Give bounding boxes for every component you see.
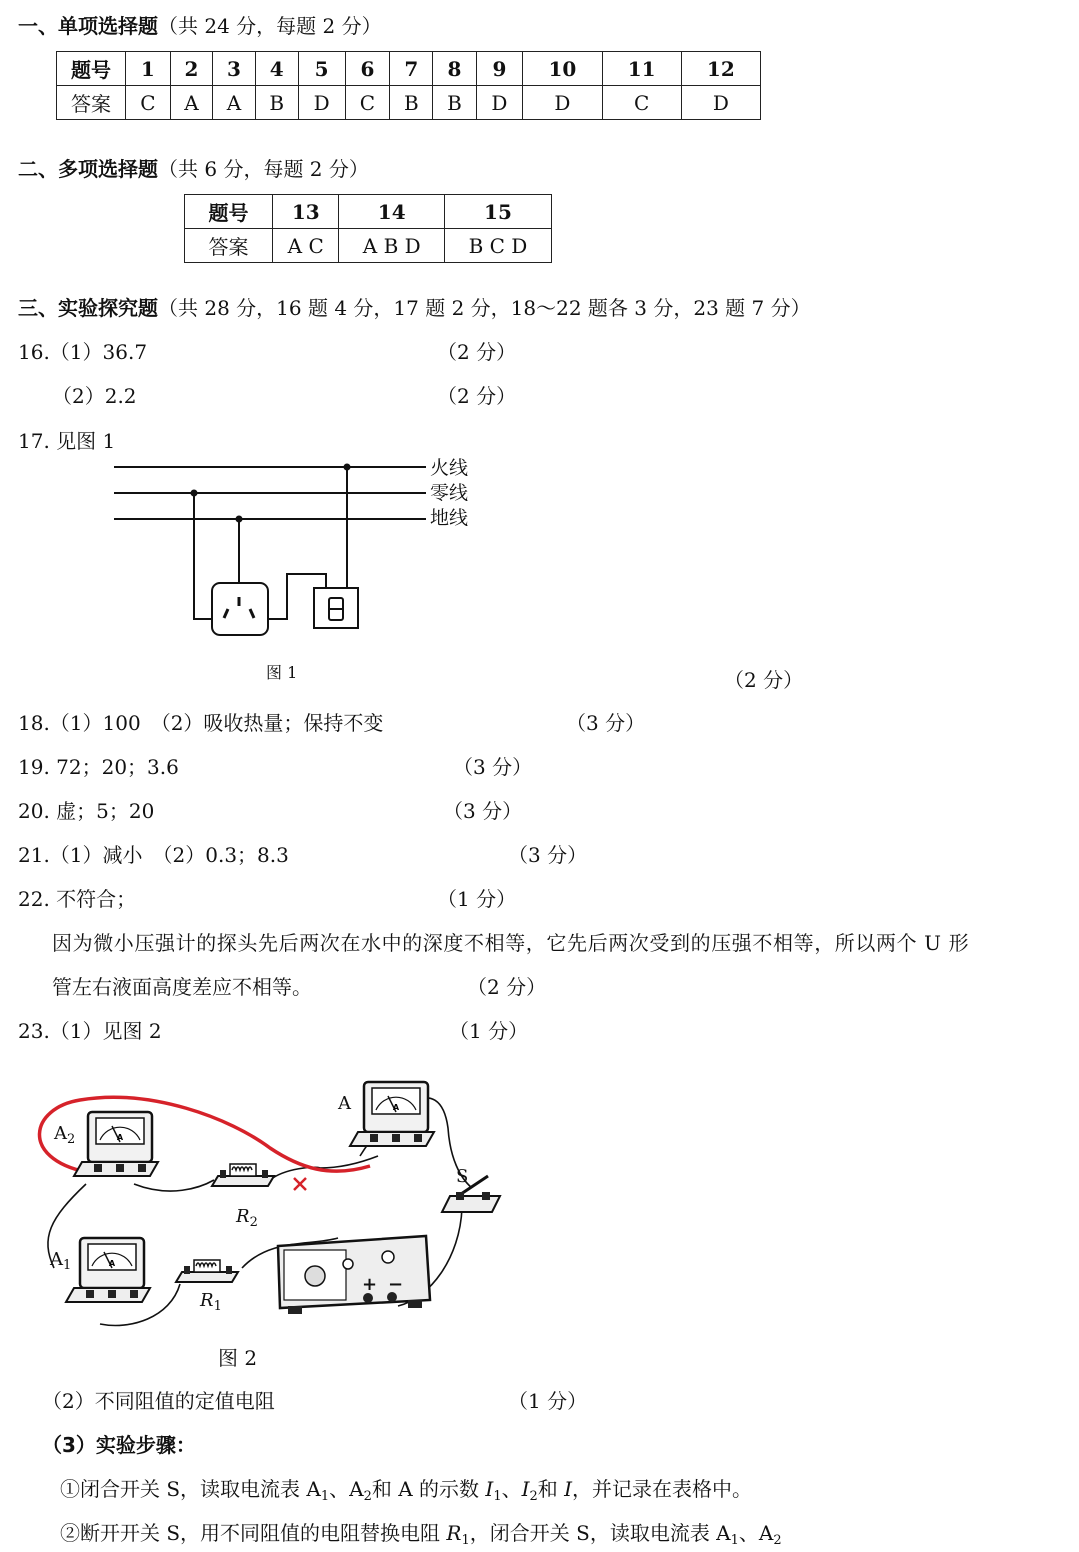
- answer-cell: A C: [273, 229, 339, 263]
- q18-text: 18.（1）100 （2）吸收热量；保持不变: [18, 711, 384, 735]
- question-number-cell: 7: [390, 52, 433, 86]
- q19-text: 19. 72；20；3.6: [18, 755, 179, 779]
- label-r2: $R_2$: [236, 1206, 258, 1230]
- answer-cell: C: [126, 86, 171, 120]
- q23-step1: ①闭合开关 S，读取电流表 $A_1$、$A_2$和 A 的示数 $I_1$、$I_2$和 I，并记录在表格中。: [60, 1477, 753, 1504]
- resistor-r1-icon: [176, 1260, 238, 1282]
- question-number-cell: 6: [345, 52, 390, 86]
- question-number-cell: 10: [523, 52, 602, 86]
- answer-cell: A: [170, 86, 212, 120]
- table-row: [185, 229, 552, 263]
- q16-score2: （2 分）: [437, 384, 517, 408]
- row-head-answer: 答案: [57, 86, 126, 120]
- q23-score: （1 分）: [449, 1019, 529, 1043]
- answer-cell: A: [213, 86, 255, 120]
- figure-2-caption: 图 2: [218, 1346, 258, 1370]
- section2-heading: [18, 153, 369, 182]
- question-number-cell: 5: [298, 52, 345, 86]
- q19-score: （3 分）: [453, 755, 533, 779]
- label-a: A: [338, 1093, 351, 1114]
- answer-cell: B: [390, 86, 433, 120]
- question-number-cell: 3: [213, 52, 255, 86]
- junction-dot: [344, 464, 351, 471]
- answer-cell: D: [298, 86, 345, 120]
- answer-cell: D: [681, 86, 760, 120]
- q23-text: 23.（1）见图 2: [18, 1019, 162, 1043]
- q23-part2: （2）不同阻值的定值电阻: [42, 1389, 275, 1413]
- question-number-cell: 15: [444, 195, 551, 229]
- socket-to-switch-wire: [267, 574, 326, 619]
- q17-text: 17. 见图 1: [18, 429, 116, 453]
- q20-score: （3 分）: [443, 799, 523, 823]
- row-head-question: 题号: [185, 195, 273, 229]
- q20-text: 20. 虚；5；20: [18, 799, 155, 823]
- row-head-question: 题号: [57, 52, 126, 86]
- answer-cell: D: [523, 86, 602, 120]
- label-r1: $R_1$: [200, 1290, 222, 1314]
- q21-text: 21.（1）减小 （2）0.3；8.3: [18, 843, 289, 867]
- q22-score2: （2 分）: [467, 975, 547, 999]
- q22-score: （1 分）: [437, 887, 517, 911]
- live-wire-label: 火线: [430, 457, 469, 479]
- q18-score: （3 分）: [566, 711, 646, 735]
- q16-part1: 16.（1）36.7: [18, 340, 148, 364]
- question-number-cell: 4: [255, 52, 298, 86]
- question-number-cell: 12: [681, 52, 760, 86]
- red-cross-icon: [294, 1178, 306, 1190]
- ammeter-a1-icon: [66, 1238, 150, 1302]
- q16-part2: （2）2.2: [52, 384, 137, 408]
- q23-step2: ②断开开关 S，用不同阻值的电阻替换电阻 $R_1$，闭合开关 S，读取电流表 $A_1$、$A_2$: [60, 1521, 782, 1548]
- table-row: [57, 86, 761, 120]
- section2-note: （共 6 分，每题 2 分）: [158, 157, 369, 181]
- question-number-cell: 1: [126, 52, 171, 86]
- figure-1-caption: 图 1: [266, 663, 298, 682]
- table-row: [57, 52, 761, 86]
- answer-cell: C: [345, 86, 390, 120]
- label-s: S: [456, 1166, 469, 1187]
- q22-explanation-line2: 管左右液面高度差应不相等。: [52, 975, 312, 999]
- section2-answer-table: [184, 194, 552, 263]
- section2-title: 二、多项选择题: [18, 157, 158, 181]
- neutral-wire-label: 零线: [430, 482, 469, 504]
- question-number-cell: 13: [273, 195, 339, 229]
- ground-wire-label: 地线: [430, 507, 469, 529]
- answer-cell: C: [602, 86, 681, 120]
- q16-score1: （2 分）: [437, 340, 517, 364]
- figure-2-circuit-diagram: A: [30, 1068, 510, 1338]
- section3-title: 三、实验探究题: [18, 296, 158, 320]
- label-a2: $A_2$: [54, 1123, 76, 1147]
- table-row: [185, 195, 552, 229]
- section1-answer-table: [56, 51, 761, 120]
- answer-cell: A B D: [339, 229, 444, 263]
- question-number-cell: 8: [433, 52, 476, 86]
- section1-title: 一、单项选择题: [18, 14, 158, 38]
- question-number-cell: 9: [476, 52, 523, 86]
- q23-part2-score: （1 分）: [508, 1389, 588, 1413]
- answer-cell: B: [433, 86, 476, 120]
- power-supply-icon: [278, 1236, 430, 1314]
- q22-text: 22. 不符合；: [18, 887, 137, 911]
- section1-note: （共 24 分，每题 2 分）: [158, 14, 382, 38]
- row-head-answer: 答案: [185, 229, 273, 263]
- section3-heading: [18, 292, 811, 321]
- q23-part3: （3）实验步骤：: [42, 1433, 196, 1457]
- q22-explanation-line1: 因为微小压强计的探头先后两次在水中的深度不相等，它先后两次受到的压强不相等，所以两个 U 形: [52, 931, 970, 955]
- q17-score: （2 分）: [724, 668, 804, 692]
- switch-s-icon: [442, 1176, 500, 1212]
- resistor-r2-icon: [212, 1164, 274, 1186]
- junction-dot: [191, 490, 198, 497]
- socket-icon: [212, 583, 268, 635]
- label-a1: $A_1$: [50, 1249, 72, 1273]
- question-number-cell: 11: [602, 52, 681, 86]
- question-number-cell: 2: [170, 52, 212, 86]
- question-number-cell: 14: [339, 195, 444, 229]
- answer-cell: B C D: [444, 229, 551, 263]
- section3-note: （共 28 分，16 题 4 分，17 题 2 分，18～22 题各 3 分，23 题 7 分）: [158, 296, 811, 320]
- neutral-to-socket-wire: [194, 493, 212, 619]
- ammeter-a2-icon: [74, 1112, 158, 1176]
- junction-dot: [236, 516, 243, 523]
- answer-cell: D: [476, 86, 523, 120]
- answer-cell: B: [255, 86, 298, 120]
- ammeter-a-icon: [350, 1082, 434, 1146]
- section1-heading: [18, 10, 382, 39]
- label-plus: +: [362, 1274, 378, 1295]
- label-minus: −: [388, 1274, 404, 1295]
- q21-score: （3 分）: [508, 843, 588, 867]
